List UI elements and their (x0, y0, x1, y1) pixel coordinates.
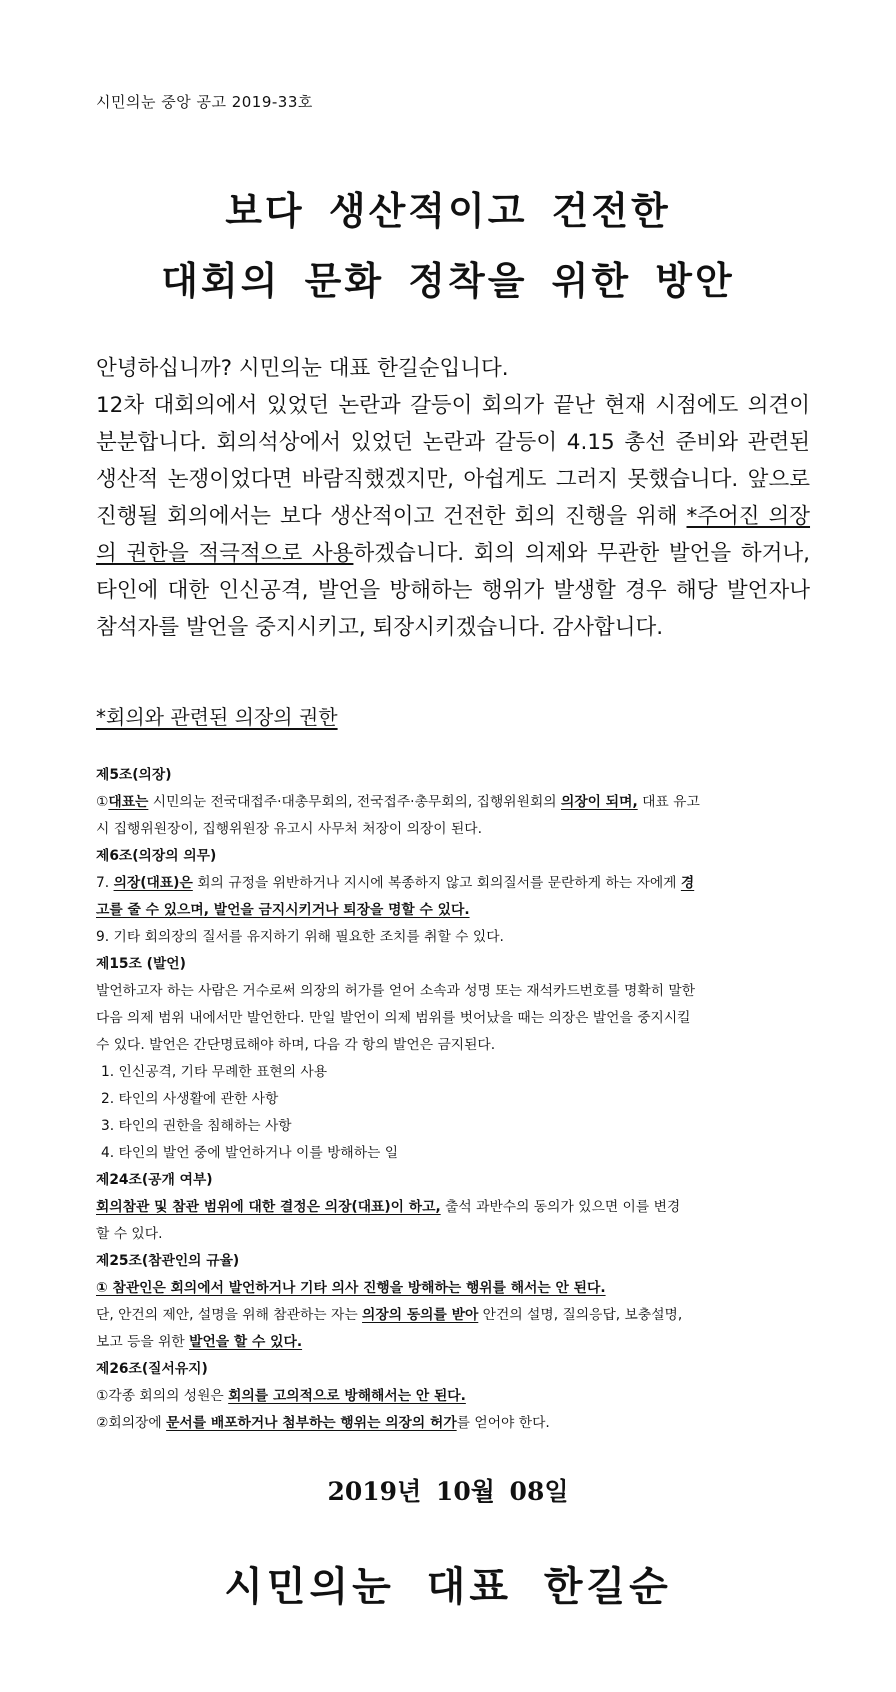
rule-emphasis: 문서를 배포하거나 첨부하는 행위는 의장의 허가 (166, 1415, 457, 1431)
article-26-line-1 (96, 1383, 814, 1410)
title-line-2: 대회의 문화 정착을 위한 방안 (161, 258, 735, 303)
list-item: 2. 타인의 사생활에 관한 사항 (101, 1091, 279, 1107)
rule-text: ①각종 회의의 성원은 (96, 1388, 229, 1404)
rule-text: 7. (96, 875, 114, 891)
rule-emphasis: 의장(대표)은 (113, 875, 193, 891)
rule-text: 안건의 설명, 질의응답, 보충설명, (478, 1307, 683, 1323)
rule-text: 출석 과반수의 동의가 있으면 이를 변경 (440, 1199, 681, 1215)
rule-emphasis: 대표는 (108, 794, 149, 810)
article-26-heading: 제26조(질서유지) (96, 1361, 208, 1377)
greeting-text-1: 12차 대회의에서 있었던 논란과 갈등이 회의가 끝난 현재 시점에도 의견이 분분합니다. 회의석상에서 있었던 논란과 갈등이 4.15 총선 준비와 관련된 생산적 논쟁이었다면 바람직했겠지만, 아쉽게도 그러지 못했습니다. 앞으로 진행될 회의에서는 보다 생산적이고 건전한 회의 진행을 위해 (96, 393, 810, 529)
rule-emphasis: 의장이 되며, (561, 794, 638, 810)
rule-text: ① (96, 794, 109, 810)
rules-list (96, 762, 814, 1437)
greeting-line-1: 안녕하십니까? 시민의눈 대표 한길순입니다. (96, 356, 509, 381)
greeting-underlined-text: *주어진 의장의 권한을 적극적으로 사용 (96, 504, 811, 566)
article-5-line-2: 시 집행위원장이, 집행위원장 유고시 사무처 처장이 의장이 된다. (96, 821, 482, 837)
rule-emphasis: 의장의 동의를 받아 (362, 1307, 479, 1323)
article-5-line-1 (96, 789, 814, 816)
greeting-text-2: 하겠습니다. 회의 의제와 무관한 발언을 하거나, 타인에 대한 인신공격, 발언을 방해하는 행위가 발생할 경우 해당 발언자나 참석자를 발언을 중지시키고, 퇴장시키겠습니다. 감사합니다. (96, 541, 811, 640)
rule-emphasis: 회의를 고의적으로 방해해서는 안 된다. (228, 1388, 466, 1404)
article-15-heading: 제15조 (발언) (96, 956, 186, 972)
notice-number: 시민의눈 중앙 공고 2019-33호 (96, 93, 313, 111)
rule-emphasis: 회의참관 및 참관 범위에 대한 결정은 의장(대표)이 하고, (96, 1199, 441, 1215)
article-6-heading: 제6조(의장의 의무) (96, 848, 217, 864)
list-item: 1. 인신공격, 기타 무례한 표현의 사용 (101, 1064, 328, 1080)
article-5-heading: 제5조(의장) (96, 767, 172, 783)
article-6-line-3: 9. 기타 회의장의 질서를 유지하기 위해 필요한 조치를 취할 수 있다. (96, 929, 504, 945)
rule-text: ②회의장에 (96, 1415, 167, 1431)
article-24-heading: 제24조(공개 여부) (96, 1172, 213, 1188)
document-date: 2019년 10월 08일 (327, 1477, 569, 1506)
rule-text: 시민의눈 전국대접주·대총무회의, 전국접주·총무회의, 집행위원회의 (148, 794, 562, 810)
rule-text: 보고 등을 위한 (96, 1334, 190, 1350)
article-15-line-3: 수 있다. 발언은 간단명료해야 하며, 다음 각 항의 발언은 금지된다. (96, 1037, 496, 1053)
rule-text: 를 얻어야 한다. (456, 1415, 550, 1431)
article-25-line-2 (96, 1302, 814, 1329)
greeting-paragraph (96, 387, 810, 646)
rule-text: 대표 유고 (637, 794, 700, 810)
article-24-line-2: 할 수 있다. (96, 1226, 163, 1242)
article-15-line-1: 발언하고자 하는 사람은 거수로써 의장의 허가를 얻어 소속과 성명 또는 재석카드번호를 명확히 말한 (96, 983, 696, 999)
article-15-line-2: 다음 의제 범위 내에서만 발언한다. 만일 발언이 의제 범위를 벗어났을 때는 의장은 발언을 중지시킬 (96, 1010, 691, 1026)
rule-emphasis: 경 (680, 875, 695, 891)
rule-emphasis: 발언을 할 수 있다. (189, 1334, 303, 1350)
greeting-body (96, 350, 810, 646)
article-6-line-1 (96, 870, 814, 897)
list-item: 3. 타인의 권한을 침해하는 사항 (101, 1118, 292, 1134)
article-25-line-3 (96, 1329, 814, 1356)
signature: 시민의눈 대표 한길순 (224, 1563, 672, 1610)
article-6-line-2: 고를 줄 수 있으며, 발언을 금지시키거나 퇴장을 명할 수 있다. (96, 902, 470, 918)
section-heading: *회의와 관련된 의장의 권한 (96, 705, 338, 729)
list-item: 4. 타인의 발언 중에 발언하거나 이를 방해하는 일 (101, 1145, 399, 1161)
rule-text: 회의 규정을 위반하거나 지시에 복종하지 않고 회의질서를 문란하게 하는 자에게 (192, 875, 681, 891)
article-26-line-2 (96, 1410, 814, 1437)
article-25-heading: 제25조(참관인의 규율) (96, 1253, 240, 1269)
title-line-1: 보다 생산적이고 건전한 (225, 188, 671, 233)
rule-text: 단, 안건의 제안, 설명을 위해 참관하는 자는 (96, 1307, 363, 1323)
article-25-line-1: ① 참관인은 회의에서 발언하거나 기타 의사 진행을 방해하는 행위를 해서는 안 된다. (96, 1280, 606, 1296)
article-24-line-1 (96, 1194, 814, 1221)
